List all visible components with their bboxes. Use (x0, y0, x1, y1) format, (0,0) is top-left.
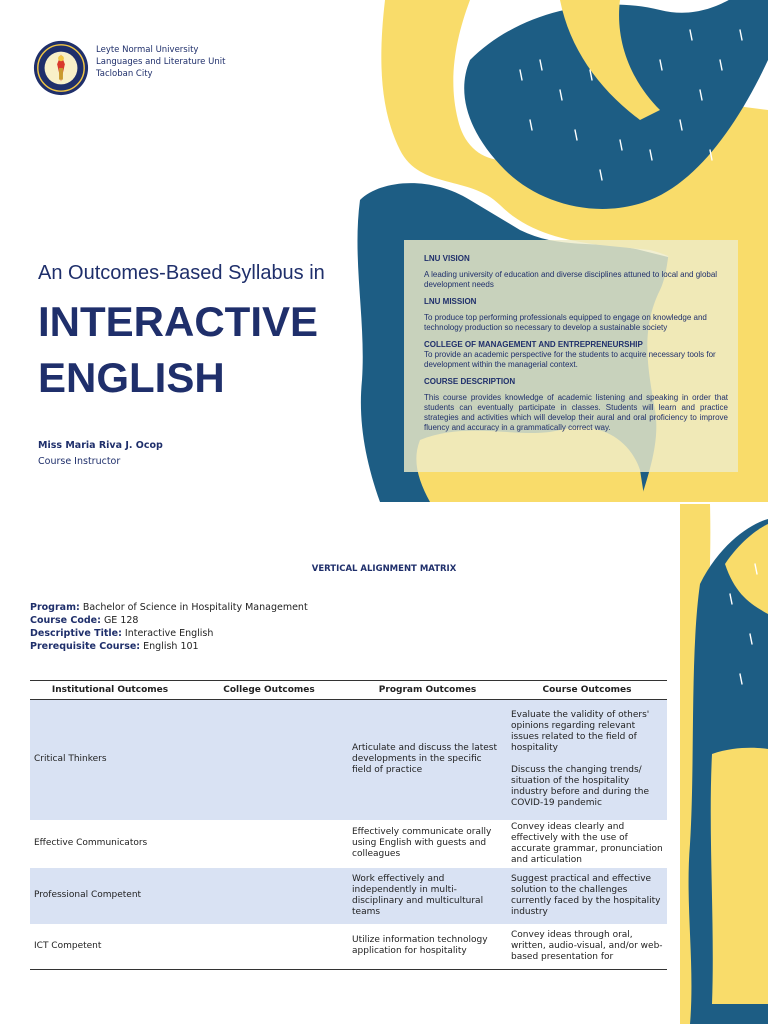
university-seal-logo (32, 38, 90, 98)
program-label: Program: (30, 602, 80, 613)
university-header (96, 44, 225, 80)
college-outcome (190, 924, 348, 970)
instructor-role: Course Instructor (38, 456, 121, 467)
table-row (30, 820, 667, 868)
program-outcome: Articulate and discuss the latest developments in the specific field of practice (348, 700, 507, 820)
institutional-outcome: Effective Communicators (34, 838, 148, 848)
course-outcome-item: Discuss the changing trends/ situation of the hospitality industry before and during the COVID-19 pandemic (511, 765, 650, 809)
course-code-row (30, 614, 308, 627)
program-value: Bachelor of Science in Hospitality Management (82, 602, 308, 613)
vision-heading: LNU VISION (424, 254, 470, 263)
course-outcome: Convey ideas clearly and effectively with the use of accurate grammar, pronunciation and articulation (511, 821, 663, 865)
course-code-value: GE 128 (103, 615, 139, 626)
course-title (38, 294, 318, 406)
descriptive-title-value: Interactive English (124, 628, 214, 639)
syllabus-subtitle: An Outcomes-Based Syllabus in (38, 262, 325, 284)
prerequisite-row (30, 640, 308, 653)
college-text: To provide an academic perspective for the students to acquire necessary tools for development within the managerial context. (424, 350, 716, 369)
header-course: Course Outcomes (507, 681, 667, 700)
institutional-outcome: ICT Competent (30, 924, 190, 970)
prerequisite-value: English 101 (143, 641, 199, 652)
program-outcome: Effectively communicate orally using English with guests and colleagues (352, 827, 492, 859)
program-info (30, 601, 308, 653)
course-title-line2: ENGLISH (38, 354, 225, 401)
matrix-page (0, 504, 768, 1024)
institutional-outcome: Critical Thinkers (30, 700, 190, 820)
table-row (30, 868, 667, 924)
cover-page (0, 0, 768, 502)
course-code-label: Course Code: (30, 615, 101, 626)
program-outcome: Work effectively and independently in multi-disciplinary and multicultural teams (348, 868, 507, 924)
table-header-row (30, 681, 667, 700)
city-name: Tacloban City (96, 69, 153, 79)
course-description-heading: COURSE DESCRIPTION (424, 377, 516, 386)
course-outcome: Suggest practical and effective solution to the challenges currently faced by the hospitality industry (507, 868, 667, 924)
college-heading: COLLEGE OF MANAGEMENT AND ENTREPRENEURSHIP (424, 340, 643, 349)
alignment-matrix-table (30, 680, 667, 970)
descriptive-title-label: Descriptive Title: (30, 628, 122, 639)
header-program: Program Outcomes (348, 681, 507, 700)
course-outcome (507, 700, 667, 820)
matrix-title: VERTICAL ALIGNMENT MATRIX (311, 564, 457, 574)
table-row (30, 700, 667, 820)
program-outcome: Utilize information technology application for hospitality (348, 924, 507, 970)
mission-heading: LNU MISSION (424, 297, 477, 306)
header-college: College Outcomes (190, 681, 348, 700)
course-title-line1: INTERACTIVE (38, 298, 319, 345)
university-name: Leyte Normal University (96, 45, 199, 55)
course-outcome-item: Evaluate the validity of others' opinions regarding relevant issues related to the field of hospitality (511, 710, 650, 754)
course-outcome: Convey ideas through oral, written, audio-visual, and/or web-based presentation for (507, 924, 667, 970)
college-outcome (190, 868, 348, 924)
program-row (30, 601, 308, 614)
instructor-name: Miss Maria Riva J. Ocop (38, 440, 163, 451)
descriptive-title-row (30, 627, 308, 640)
course-description-text: This course provides knowledge of academic listening and speaking in order that students can eventually participate in classes. Students will learn and practice strategies and activities which will develop their aural and oral proficiency to improve fluency and accuracy in a grammatically correct way. (424, 393, 728, 432)
table-row (30, 924, 667, 970)
mission-text: To produce top performing professionals equipped to engage on knowledge and technology production so necessary to develop a sustainable society (424, 313, 707, 332)
unit-name: Languages and Literature Unit (96, 57, 226, 67)
vision-mission-box (404, 240, 738, 472)
college-outcome (190, 820, 348, 868)
college-outcome (190, 700, 348, 820)
prerequisite-label: Prerequisite Course: (30, 641, 141, 652)
header-institutional: Institutional Outcomes (30, 681, 190, 700)
institutional-outcome: Professional Competent (30, 868, 190, 924)
vision-text: A leading university of education and diverse disciplines attuned to local and global development needs (424, 270, 718, 289)
